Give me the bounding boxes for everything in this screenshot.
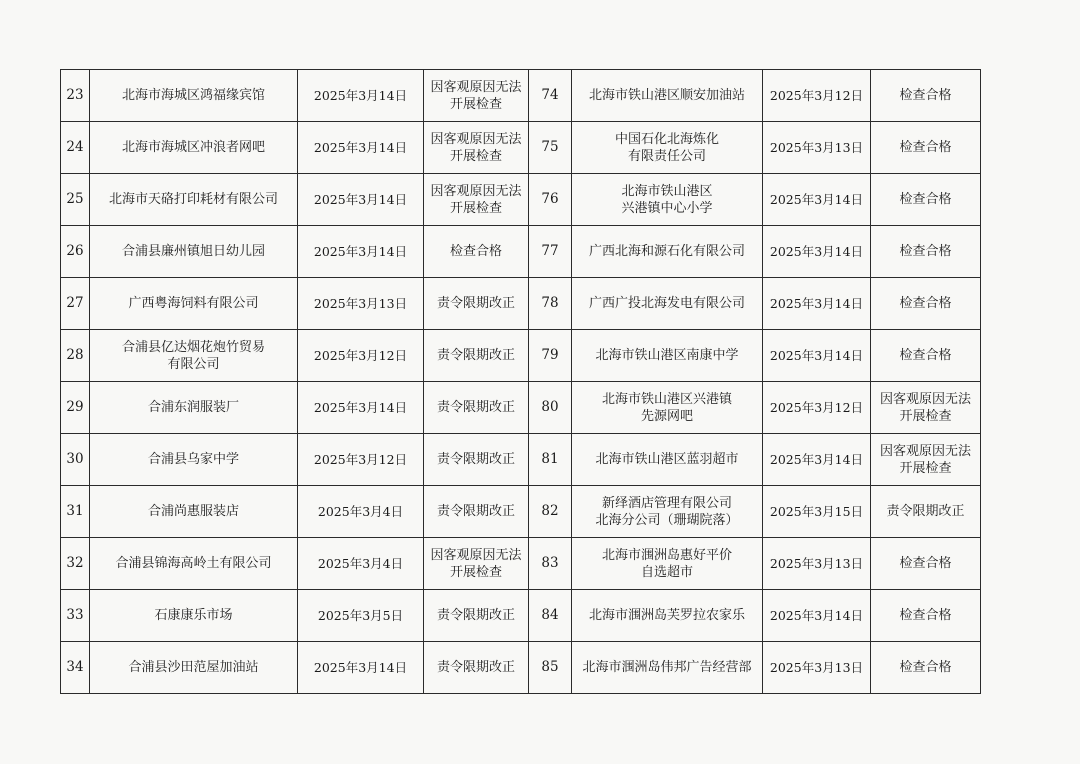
- unit-name-line: 北海市铁山港区: [621, 183, 713, 199]
- inspection-result-line: 责令限期改正: [436, 296, 515, 311]
- unit-name-line: 合浦东润服装厂: [147, 400, 239, 415]
- inspection-date-cell: 2025年3月13日: [298, 278, 424, 330]
- inspection-date-cell: 2025年3月14日: [298, 226, 424, 278]
- unit-name-cell: [90, 642, 298, 694]
- table-row: [61, 70, 981, 122]
- table-row: [61, 642, 981, 694]
- inspection-result-line: 责令限期改正: [436, 608, 515, 623]
- inspection-result-line: 检查合格: [899, 296, 952, 311]
- inspection-result-line: 检查合格: [899, 244, 952, 259]
- inspection-date-cell: 2025年3月14日: [298, 174, 424, 226]
- inspection-result-line: 检查合格: [899, 348, 952, 363]
- inspection-result-line: 责令限期改正: [436, 348, 515, 363]
- unit-name-cell: [90, 382, 298, 434]
- table-row: [61, 226, 981, 278]
- unit-name-cell: [572, 330, 763, 382]
- unit-name-line: 北海市铁山港区蓝羽超市: [595, 452, 739, 467]
- inspection-result-line: 开展检查: [449, 148, 502, 164]
- inspection-result-cell: [871, 122, 981, 174]
- unit-name-line: 北海市铁山港区兴港镇: [601, 391, 732, 407]
- inspection-result-line: 因客观原因无法: [430, 79, 522, 95]
- entry-number-cell: 85: [529, 642, 572, 694]
- unit-name-line: 北海市涠洲岛惠好平价: [601, 547, 732, 563]
- inspection-result-cell: [424, 382, 529, 434]
- unit-name-cell: [90, 434, 298, 486]
- entry-number-cell: 84: [529, 590, 572, 642]
- inspection-result-cell: [424, 122, 529, 174]
- inspection-result-line: 责令限期改正: [436, 504, 515, 519]
- unit-name-cell: [90, 590, 298, 642]
- inspection-result-line: 开展检查: [449, 200, 502, 216]
- inspection-result-cell: [424, 226, 529, 278]
- table-row: [61, 382, 981, 434]
- inspection-result-cell: [424, 434, 529, 486]
- unit-name-cell: [572, 226, 763, 278]
- unit-name-cell: [90, 174, 298, 226]
- entry-number-cell: 74: [529, 70, 572, 122]
- inspection-result-line: 检查合格: [899, 556, 952, 571]
- unit-name-line: 广西广投北海发电有限公司: [588, 296, 745, 311]
- inspection-table: [60, 69, 981, 694]
- inspection-result-line: 因客观原因无法: [430, 131, 522, 147]
- inspection-result-line: 检查合格: [899, 660, 952, 675]
- entry-number-cell: 82: [529, 486, 572, 538]
- inspection-date-cell: 2025年3月4日: [298, 486, 424, 538]
- inspection-date-cell: 2025年3月5日: [298, 590, 424, 642]
- inspection-date-cell: 2025年3月14日: [763, 174, 871, 226]
- entry-number-cell: 83: [529, 538, 572, 590]
- unit-name-cell: [90, 70, 298, 122]
- unit-name-cell: [572, 122, 763, 174]
- unit-name-line: 中国石化北海炼化: [614, 131, 719, 147]
- entry-number-cell: 30: [61, 434, 90, 486]
- table-row: [61, 434, 981, 486]
- table-row: [61, 174, 981, 226]
- unit-name-line: 北海市海城区鸿福缘宾馆: [121, 88, 265, 103]
- entry-number-cell: 79: [529, 330, 572, 382]
- unit-name-cell: [90, 538, 298, 590]
- unit-name-cell: [572, 590, 763, 642]
- unit-name-line: 自选超市: [640, 564, 693, 580]
- entry-number-cell: 81: [529, 434, 572, 486]
- entry-number-cell: 27: [61, 278, 90, 330]
- inspection-result-line: 开展检查: [449, 96, 502, 112]
- unit-name-cell: [90, 226, 298, 278]
- inspection-result-line: 责令限期改正: [886, 504, 965, 519]
- inspection-result-cell: [424, 590, 529, 642]
- inspection-result-cell: [871, 330, 981, 382]
- table-row: [61, 590, 981, 642]
- entry-number-cell: 25: [61, 174, 90, 226]
- unit-name-cell: [572, 434, 763, 486]
- unit-name-line: 合浦县锦海高岭土有限公司: [115, 556, 272, 571]
- inspection-result-line: 责令限期改正: [436, 452, 515, 467]
- unit-name-line: 合浦县廉州镇旭日幼儿园: [121, 244, 265, 259]
- unit-name-line: 有限公司: [167, 356, 220, 372]
- inspection-table-body: [61, 70, 981, 694]
- inspection-result-cell: [424, 486, 529, 538]
- inspection-date-cell: 2025年3月14日: [763, 278, 871, 330]
- inspection-result-cell: [424, 174, 529, 226]
- inspection-date-cell: 2025年3月14日: [763, 434, 871, 486]
- unit-name-cell: [572, 486, 763, 538]
- inspection-result-cell: [871, 174, 981, 226]
- inspection-result-line: 因客观原因无法: [879, 391, 971, 407]
- inspection-date-cell: 2025年3月14日: [763, 226, 871, 278]
- inspection-result-line: 检查合格: [449, 244, 502, 259]
- unit-name-line: 广西粤海饲料有限公司: [128, 296, 259, 311]
- inspection-date-cell: 2025年3月14日: [298, 642, 424, 694]
- entry-number-cell: 31: [61, 486, 90, 538]
- inspection-date-cell: 2025年3月12日: [763, 70, 871, 122]
- inspection-result-cell: [871, 642, 981, 694]
- inspection-result-cell: [424, 70, 529, 122]
- inspection-result-line: 责令限期改正: [436, 660, 515, 675]
- inspection-result-cell: [871, 434, 981, 486]
- unit-name-cell: [572, 642, 763, 694]
- inspection-date-cell: 2025年3月13日: [763, 642, 871, 694]
- unit-name-line: 合浦尚惠服装店: [147, 504, 239, 519]
- unit-name-line: 北海市铁山港区顺安加油站: [588, 88, 745, 103]
- entry-number-cell: 32: [61, 538, 90, 590]
- inspection-date-cell: 2025年3月14日: [763, 330, 871, 382]
- unit-name-line: 合浦县亿达烟花炮竹贸易: [121, 339, 265, 355]
- inspection-result-cell: [424, 538, 529, 590]
- unit-name-cell: [572, 174, 763, 226]
- unit-name-line: 北海市天硌打印耗材有限公司: [108, 192, 278, 207]
- inspection-result-cell: [424, 642, 529, 694]
- inspection-result-cell: [424, 278, 529, 330]
- inspection-result-line: 检查合格: [899, 140, 952, 155]
- inspection-result-cell: [871, 70, 981, 122]
- inspection-result-line: 开展检查: [899, 408, 952, 424]
- table-row: [61, 122, 981, 174]
- unit-name-line: 北海市海城区冲浪者网吧: [121, 140, 265, 155]
- inspection-result-line: 检查合格: [899, 192, 952, 207]
- inspection-date-cell: 2025年3月4日: [298, 538, 424, 590]
- inspection-result-cell: [424, 330, 529, 382]
- inspection-date-cell: 2025年3月12日: [298, 434, 424, 486]
- unit-name-line: 北海市涠洲岛伟邦广告经营部: [582, 660, 752, 675]
- inspection-date-cell: 2025年3月12日: [298, 330, 424, 382]
- inspection-date-cell: 2025年3月13日: [763, 122, 871, 174]
- inspection-result-line: 检查合格: [899, 608, 952, 623]
- entry-number-cell: 34: [61, 642, 90, 694]
- inspection-date-cell: 2025年3月14日: [763, 590, 871, 642]
- table-row: [61, 278, 981, 330]
- unit-name-line: 合浦县沙田范屋加油站: [128, 660, 259, 675]
- inspection-result-cell: [871, 382, 981, 434]
- inspection-result-cell: [871, 590, 981, 642]
- inspection-date-cell: 2025年3月13日: [763, 538, 871, 590]
- entry-number-cell: 80: [529, 382, 572, 434]
- table-row: [61, 486, 981, 538]
- unit-name-line: 合浦县乌家中学: [147, 452, 239, 467]
- table-row: [61, 538, 981, 590]
- entry-number-cell: 76: [529, 174, 572, 226]
- unit-name-cell: [572, 70, 763, 122]
- entry-number-cell: 77: [529, 226, 572, 278]
- inspection-date-cell: 2025年3月14日: [298, 70, 424, 122]
- table-row: [61, 330, 981, 382]
- unit-name-cell: [572, 382, 763, 434]
- entry-number-cell: 78: [529, 278, 572, 330]
- unit-name-cell: [90, 486, 298, 538]
- unit-name-line: 广西北海和源石化有限公司: [588, 244, 745, 259]
- unit-name-line: 先源网吧: [640, 408, 693, 424]
- inspection-result-cell: [871, 486, 981, 538]
- unit-name-cell: [572, 538, 763, 590]
- unit-name-line: 兴港镇中心小学: [621, 200, 713, 216]
- unit-name-cell: [90, 330, 298, 382]
- unit-name-cell: [572, 278, 763, 330]
- unit-name-line: 北海市铁山港区南康中学: [595, 348, 739, 363]
- inspection-date-cell: 2025年3月15日: [763, 486, 871, 538]
- unit-name-line: 北海分公司（珊瑚院落）: [595, 512, 739, 528]
- inspection-result-line: 因客观原因无法: [879, 443, 971, 459]
- inspection-result-line: 因客观原因无法: [430, 183, 522, 199]
- unit-name-line: 北海市涠洲岛芙罗拉农家乐: [588, 608, 745, 623]
- inspection-result-line: 因客观原因无法: [430, 547, 522, 563]
- entry-number-cell: 26: [61, 226, 90, 278]
- entry-number-cell: 24: [61, 122, 90, 174]
- unit-name-cell: [90, 122, 298, 174]
- inspection-date-cell: 2025年3月14日: [298, 122, 424, 174]
- inspection-date-cell: 2025年3月12日: [763, 382, 871, 434]
- inspection-result-line: 开展检查: [449, 564, 502, 580]
- entry-number-cell: 33: [61, 590, 90, 642]
- inspection-result-line: 责令限期改正: [436, 400, 515, 415]
- unit-name-line: 新绎酒店管理有限公司: [601, 495, 732, 511]
- unit-name-line: 石康康乐市场: [154, 608, 233, 623]
- entry-number-cell: 23: [61, 70, 90, 122]
- entry-number-cell: 75: [529, 122, 572, 174]
- entry-number-cell: 28: [61, 330, 90, 382]
- inspection-result-cell: [871, 538, 981, 590]
- unit-name-cell: [90, 278, 298, 330]
- inspection-result-line: 检查合格: [899, 88, 952, 103]
- inspection-result-cell: [871, 278, 981, 330]
- inspection-date-cell: 2025年3月14日: [298, 382, 424, 434]
- inspection-result-line: 开展检查: [899, 460, 952, 476]
- entry-number-cell: 29: [61, 382, 90, 434]
- unit-name-line: 有限责任公司: [627, 148, 706, 164]
- inspection-result-cell: [871, 226, 981, 278]
